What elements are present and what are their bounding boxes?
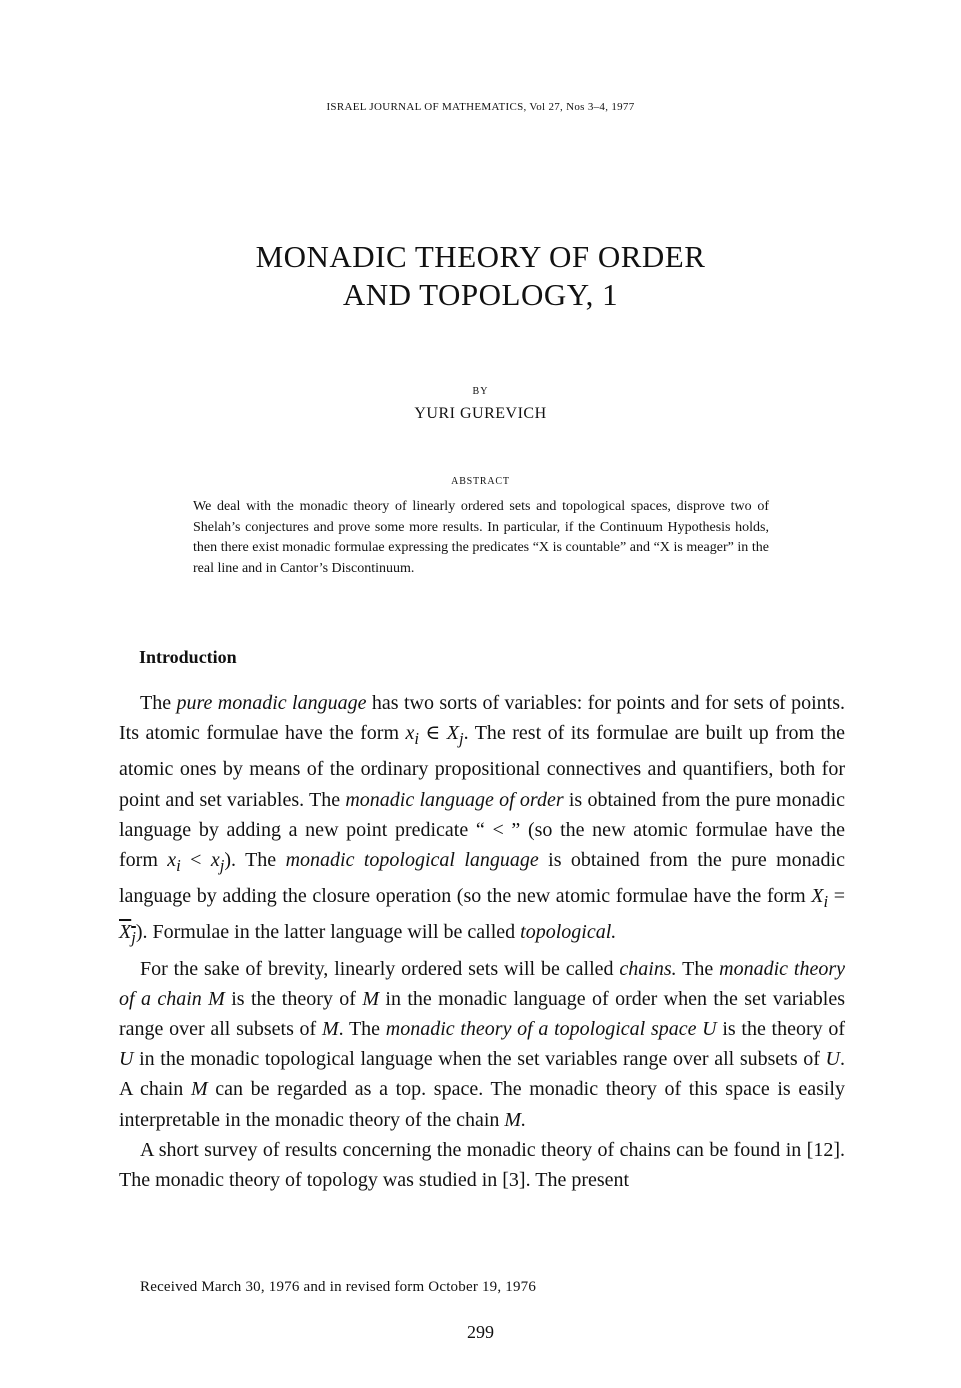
abstract-heading: ABSTRACT xyxy=(451,476,510,487)
journal-header: ISRAEL JOURNAL OF MATHEMATICS, Vol 27, Nos 3–4, 1977 xyxy=(326,101,635,113)
received-footnote: Received March 30, 1976 and in revised form October 19, 1976 xyxy=(140,1279,537,1295)
section-heading-introduction: Introduction xyxy=(139,647,237,667)
title-line-2: AND TOPOLOGY, 1 xyxy=(342,277,619,312)
abstract-text: We deal with the monadic theory of linearly ordered sets and topological spaces, disprove two of Shelah’s conjectures and prove some more results. In particular, if the Continuum Hypothesis holds, then there exist monadic formulae expressing the predicates “X is countable” and “X is meager” in the real line and in Cantor’s Discontinuum. xyxy=(193,499,769,576)
paragraph: A short survey of results concerning the monadic theory of chains can be found in [12]. The monadic theory of topology was studied in [3]. The present xyxy=(119,1138,845,1192)
page-number: 299 xyxy=(467,1322,494,1342)
byline-by: BY xyxy=(472,386,489,397)
author-name: YURI GUREVICH xyxy=(414,405,547,422)
paragraph: For the sake of brevity, linearly ordered sets will be called chains. The monadic theory of a chain M is the theory of M in the monadic language of order when the set variables range over all subsets of M. The monadic theory of a topological space U is the theory of U in the monadic topological language when the set variables range over all subsets of U. A chain M can be regarded as a top. space. The monadic theory of this space is easily interpretable in the monadic theory of the chain M. xyxy=(119,957,846,1131)
paper-title xyxy=(0,238,961,314)
paragraph: The pure monadic language has two sorts of variables: for points and for sets of points. Its atomic formulae have the form $x_i$ ∈ $X_j$. The rest of its formulae are built up from the atomic ones by means of the ordinary propositional connectives and quantifiers, both for point and set variables. The monadic language of order is obtained from the pure monadic language by adding a new point predicate “ < ” (so the new atomic formulae have the form $x_i < x_j$). The monadic topological language is obtained from the pure monadic language by adding the closure operation (so the new atomic formulae have the form $X_i = X_j$). Formulae in the latter language will be called topological. xyxy=(119,692,845,948)
introduction-body xyxy=(119,688,845,1195)
title-line-1: MONADIC THEORY OF ORDER xyxy=(255,239,706,274)
